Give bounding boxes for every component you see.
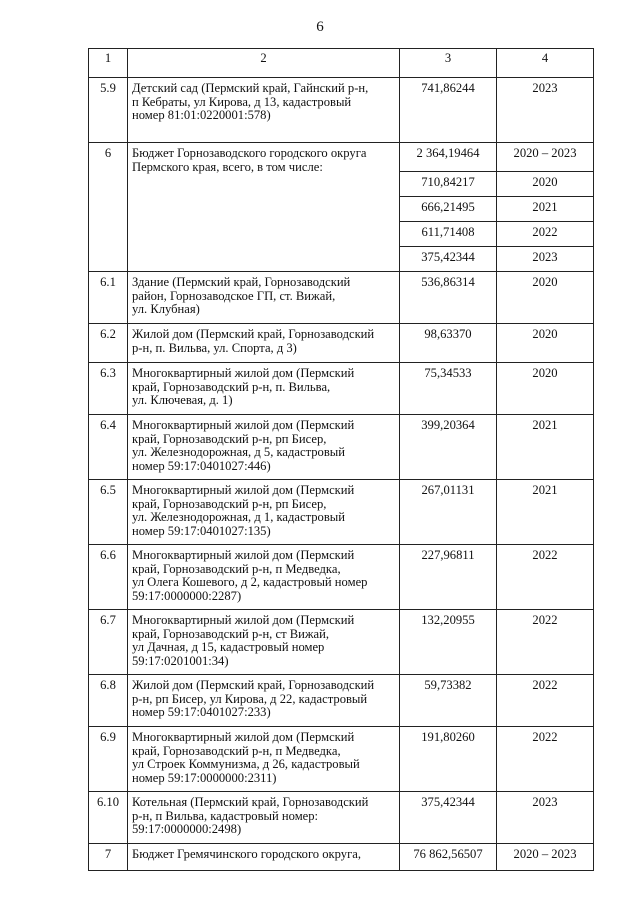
row-number: 6.8 [89,675,128,727]
row-amount: 399,20364 [400,415,497,480]
table-row [89,480,594,545]
row-name-line: Многоквартирный жилой дом (Пермский [132,418,355,432]
table-row [89,363,594,415]
row-number: 6.2 [89,324,128,363]
table-row [89,844,594,871]
row-name-line: Пермского края, всего, в том числе: [132,159,323,174]
row-name [128,610,400,675]
row-year: 2022 [497,610,594,675]
sub-row-year: 2021 [497,197,594,222]
row-amount: 59,73382 [400,675,497,727]
row-year: 2020 [497,324,594,363]
row-name-line: номер 59:17:0401027:135) [132,523,271,538]
sub-row-year: 2023 [497,247,594,272]
row-amount: 76 862,56507 [400,844,497,871]
table-row [89,610,594,675]
row-name-line: ул. Железнодорожная, д 5, кадастровый [132,445,345,460]
row-year: 2023 [497,792,594,844]
row-name-line: край, Горнозаводский р-н, рп Бисер, [132,431,327,446]
row-name-line: Многоквартирный жилой дом (Пермский [132,548,355,562]
row-name-line: край, Горнозаводский р-н, п Медведка, [132,743,341,758]
row-name-line: Бюджет Гремячинского городского округа, [132,847,361,861]
row-name-line: Жилой дом (Пермский край, Горнозаводский [132,327,375,341]
row-name-line: ул. Клубная) [132,302,200,317]
row-name-line: Бюджет Горнозаводского городского округа [132,146,367,160]
row-name-line: Здание (Пермский край, Горнозаводский [132,275,351,289]
row-name-line: край, Горнозаводский р-н, ст Вижай, [132,626,330,641]
row-name [128,545,400,610]
row-number: 6.10 [89,792,128,844]
row-name-line: р-н, п. Вильва, ул. Спорта, д 3) [132,340,297,355]
row-year: 2020 – 2023 [497,143,594,172]
row-name [128,727,400,792]
row-year: 2022 [497,545,594,610]
row-name-line: район, Горнозаводское ГП, ст. Вижай, [132,288,336,303]
row-amount: 2 364,19464 [400,143,497,172]
row-amount: 536,86314 [400,272,497,324]
row-name-line: ул Олега Кошевого, д 2, кадастровый номер [132,575,368,590]
header-cell-3: 3 [400,49,497,78]
table-row [89,324,594,363]
row-name-line: ул Дачная, д 15, кадастровый номер [132,640,325,655]
row-name-line: 59:17:0000000:2498) [132,822,242,837]
row-name [128,675,400,727]
row-year: 2022 [497,675,594,727]
row-name [128,143,400,272]
row-name-line: Многоквартирный жилой дом (Пермский [132,366,355,380]
header-cell-1: 1 [89,49,128,78]
row-name-line: р-н, рп Бисер, ул Кирова, д 22, кадастровый [132,691,368,706]
row-name-line: номер 59:17:0401027:233) [132,705,271,720]
row-amount: 741,86244 [400,78,497,143]
row-number: 6.5 [89,480,128,545]
row-name-line: Многоквартирный жилой дом (Пермский [132,730,355,744]
row-amount: 75,34533 [400,363,497,415]
row-name [128,324,400,363]
row-name [128,272,400,324]
row-name-line: р-н, п Вильва, кадастровый номер: [132,808,319,823]
table-row [89,727,594,792]
row-amount: 98,63370 [400,324,497,363]
table-row [89,143,594,172]
sub-row-amount: 611,71408 [400,222,497,247]
page-number: 6 [316,19,324,35]
row-year: 2021 [497,480,594,545]
row-name-line: 59:17:0000000:2287) [132,588,242,603]
row-year: 2020 – 2023 [497,844,594,871]
row-number: 7 [89,844,128,871]
row-year: 2020 [497,363,594,415]
row-name-line: край, Горнозаводский р-н, п Медведка, [132,561,341,576]
table-row [89,415,594,480]
header-cell-4: 4 [497,49,594,78]
row-name-line: Котельная (Пермский край, Горнозаводский [132,795,369,809]
row-name-line: Многоквартирный жилой дом (Пермский [132,483,355,497]
sub-row-amount: 666,21495 [400,197,497,222]
sub-row-amount: 710,84217 [400,172,497,197]
row-year: 2021 [497,415,594,480]
row-name-line: номер 81:01:0220001:578) [132,108,271,123]
row-name [128,792,400,844]
row-name [128,415,400,480]
row-number: 6 [89,143,128,272]
row-name [128,480,400,545]
row-name-line: 59:17:0201001:34) [132,653,229,668]
row-number: 6.3 [89,363,128,415]
row-name-line: Многоквартирный жилой дом (Пермский [132,613,355,627]
row-name-line: ул. Железнодорожная, д 1, кадастровый [132,510,345,525]
row-number: 5.9 [89,78,128,143]
table-header-row [89,49,594,78]
row-number: 6.4 [89,415,128,480]
table-body [89,49,594,871]
budget-table [88,48,594,871]
row-amount: 191,80260 [400,727,497,792]
row-number: 6.6 [89,545,128,610]
table-row [89,675,594,727]
table-row [89,78,594,143]
row-name [128,363,400,415]
table-row [89,545,594,610]
row-number: 6.7 [89,610,128,675]
row-name-line: край, Горнозаводский р-н, п. Вильва, [132,379,331,394]
table-row [89,272,594,324]
sub-row-amount: 375,42344 [400,247,497,272]
row-number: 6.9 [89,727,128,792]
row-name [128,78,400,143]
row-name-line: п Кебраты, ул Кирова, д 13, кадастровый [132,94,352,109]
row-name [128,844,400,871]
row-name-line: ул Строек Коммунизма, д 26, кадастровый [132,757,360,772]
row-year: 2023 [497,78,594,143]
row-name-line: ул. Ключевая, д. 1) [132,393,233,408]
row-year: 2020 [497,272,594,324]
row-amount: 375,42344 [400,792,497,844]
row-amount: 267,01131 [400,480,497,545]
row-name-line: край, Горнозаводский р-н, рп Бисер, [132,496,327,511]
header-cell-2: 2 [128,49,400,78]
row-amount: 227,96811 [400,545,497,610]
row-name-line: номер 59:17:0000000:2311) [132,770,277,785]
row-number: 6.1 [89,272,128,324]
row-amount: 132,20955 [400,610,497,675]
row-name-line: Жилой дом (Пермский край, Горнозаводский [132,678,375,692]
row-name-line: номер 59:17:0401027:446) [132,458,271,473]
table-row [89,792,594,844]
sub-row-year: 2022 [497,222,594,247]
row-year: 2022 [497,727,594,792]
sub-row-year: 2020 [497,172,594,197]
row-name-line: Детский сад (Пермский край, Гайнский р-н, [132,81,369,95]
